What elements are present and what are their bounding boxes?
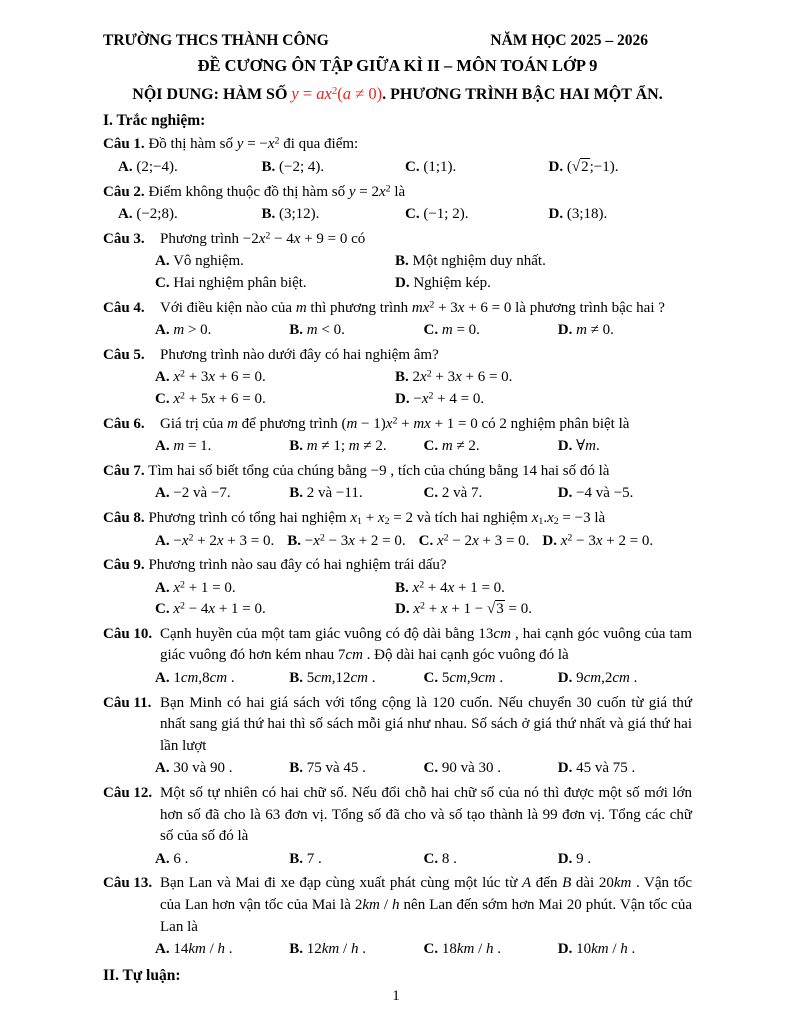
question-stem: Câu 11. Bạn Minh có hai giá sách với tổng cộng là 120 cuốn. Nếu chuyển 30 cuốn từ giá thứ nhất sang giá thứ hai thì số sách mỗi giá như nhau. Số sách ở giá thứ nhất và giá thứ hai lần lượt: [103, 694, 692, 754]
option-value: 9 .: [576, 850, 592, 867]
option-B: [289, 668, 423, 690]
option-B: [289, 939, 423, 961]
options-row: [103, 939, 692, 961]
question-stem: Câu 9. Phương trình nào sau đây có hai nghiệm trái dấu?: [103, 557, 447, 574]
option-letter: D.: [542, 532, 557, 549]
option-letter: B.: [289, 850, 304, 867]
options-row: [103, 320, 692, 342]
option-value: 8 .: [441, 850, 457, 867]
option-value: $x^2 + 4x + 1 = 0$.: [412, 579, 505, 596]
option-value: (−1; 2).: [423, 206, 469, 223]
option-value: 2 và −11.: [306, 485, 363, 502]
question-5: [103, 345, 692, 411]
option-C: [424, 758, 558, 780]
question-stem: Câu 3. Phương trình $-2x^2 - 4x + 9 = 0$ có: [103, 229, 692, 251]
option-C: [405, 204, 549, 226]
option-C: [424, 939, 558, 961]
question-3: [103, 229, 692, 295]
option-value: 2 và 7.: [441, 485, 483, 502]
option-C: [424, 436, 558, 458]
options-row: [103, 367, 692, 410]
option-letter: A.: [155, 253, 170, 270]
option-A: [155, 939, 289, 961]
option-letter: C.: [423, 485, 439, 502]
options-row: [103, 531, 692, 553]
option-C: [424, 849, 558, 871]
question-number-label: Câu 9.: [103, 557, 145, 574]
option-letter: D.: [548, 159, 564, 175]
option-letter: A.: [155, 369, 170, 386]
option-value: m < 0.: [306, 322, 345, 339]
option-value: Một nghiệm duy nhất.: [412, 253, 546, 270]
option-letter: D.: [557, 322, 573, 339]
question-number-label: Câu 10.: [103, 625, 153, 642]
section-heading-essay: II. Tự luận:: [103, 966, 181, 984]
option-letter: B.: [289, 760, 304, 777]
option-letter: C.: [405, 206, 420, 223]
option-C: [155, 273, 395, 295]
question-stem: Câu 7. Tìm hai số biết tổng của chúng bằng −9 , tích của chúng bằng 14 hai số đó là: [103, 462, 610, 479]
option-D: [558, 320, 692, 342]
option-letter: D.: [557, 670, 573, 687]
option-letter: B.: [289, 941, 304, 958]
option-letter: B.: [287, 532, 301, 549]
questions-list: [103, 134, 692, 960]
question-6: [103, 414, 692, 458]
option-value: Hai nghiệm phân biệt.: [173, 274, 307, 291]
option-letter: B.: [395, 369, 409, 386]
option-value: 12km / h .: [306, 941, 366, 958]
document-subtitle: [103, 82, 692, 106]
option-letter: C.: [423, 760, 439, 777]
option-value: m ≠ 0.: [576, 322, 614, 339]
question-4: [103, 298, 692, 342]
question-13: [103, 873, 692, 960]
option-letter: D.: [395, 601, 410, 618]
option-A: [155, 533, 274, 549]
question-stem: Câu 1. Đồ thị hàm số $y = -x^2$ đi qua điểm:: [103, 135, 359, 153]
option-C: [155, 599, 395, 621]
option-D: [558, 849, 692, 871]
option-value: 9cm,2cm .: [576, 670, 638, 687]
option-letter: C.: [405, 159, 420, 175]
option-value: 45 và 75 .: [576, 760, 636, 777]
question-number-label: Câu 3.: [103, 230, 145, 247]
option-letter: A.: [155, 941, 170, 958]
sqrt-radical: √3: [487, 601, 504, 618]
option-value: 7 .: [306, 850, 322, 867]
question-11: [103, 693, 692, 780]
option-value: (3;12).: [279, 206, 320, 223]
option-value: $x^2 + 3x + 6 = 0$.: [173, 368, 266, 386]
sqrt-radical: √2: [571, 159, 589, 175]
question-stem: Câu 5. Phương trình nào dưới đây có hai nghiệm âm?: [103, 345, 692, 367]
question-stem: Câu 2. Điểm không thuộc đồ thị hàm số $y = 2x^2$ là: [103, 183, 406, 200]
option-B: [287, 533, 405, 549]
question-number-label: Câu 6.: [103, 415, 145, 432]
header-row: [103, 30, 692, 52]
option-letter: D.: [557, 438, 573, 455]
option-letter: C.: [423, 438, 439, 455]
option-C: [405, 157, 549, 179]
options-row: [103, 436, 692, 458]
question-stem: Câu 8. Phương trình có tổng hai nghiệm $x_1 + x_2 = 2$ và tích hai nghiệm $x_1.x_2 = -3$ là: [103, 509, 606, 527]
option-letter: D.: [557, 760, 573, 777]
option-value: m = 0.: [441, 322, 480, 339]
option-D: [549, 157, 693, 179]
question-9: [103, 555, 692, 621]
option-B: [395, 251, 692, 273]
document-title: ĐỀ CƯƠNG ÔN TẬP GIỮA KÌ II – MÔN TOÁN LỚP 9: [197, 56, 598, 76]
option-letter: C.: [155, 390, 170, 407]
option-value: 30 và 90 .: [173, 760, 233, 777]
option-C: [424, 483, 558, 505]
option-value: $x^2 + 1 = 0$.: [173, 579, 236, 596]
option-A: [155, 668, 289, 690]
option-letter: B.: [395, 253, 409, 270]
option-D: [395, 273, 692, 295]
option-value: 1cm,8cm .: [173, 670, 235, 687]
question-number-label: Câu 1.: [103, 136, 145, 153]
option-letter: A.: [155, 579, 170, 596]
option-value: $x^2 - 4x + 1 = 0$.: [173, 600, 266, 618]
option-A: [155, 251, 395, 273]
option-value: 6 .: [173, 850, 189, 867]
option-B: [395, 367, 692, 389]
option-value: m = 1.: [173, 438, 212, 455]
option-C: [424, 668, 558, 690]
question-12: [103, 783, 692, 870]
option-value: (√2;−1).: [566, 159, 619, 175]
question-stem: Câu 12. Một số tự nhiên có hai chữ số. Nếu đổi chỗ hai chữ số của nó thì được một số mới lớn hơn số đã cho là 63 đơn vị. Tổng số đã cho và số tạo thành là 99 đơn vị. Tổng các chữ số của số đó là: [103, 785, 692, 845]
option-A: [155, 320, 289, 342]
question-number-label: Câu 13.: [103, 875, 153, 892]
option-A: [155, 578, 395, 600]
option-D: [558, 758, 692, 780]
option-value: m > 0.: [173, 322, 212, 339]
option-letter: D.: [557, 941, 573, 958]
option-letter: B.: [289, 485, 304, 502]
question-stem: Câu 10. Cạnh huyền của một tam giác vuông có độ dài bằng 13cm , hai cạnh góc vuông của tam giác vuông đó hơn kém nhau 7cm . Độ dài hai cạnh góc vuông đó là: [103, 625, 692, 664]
option-letter: A.: [155, 438, 170, 455]
option-value: $x^2 + 5x + 6 = 0$.: [173, 390, 266, 407]
option-B: [262, 204, 406, 226]
option-A: [155, 367, 395, 389]
option-C: [424, 320, 558, 342]
option-value: Vô nghiệm.: [173, 253, 244, 270]
option-value: m ≠ 1; m ≠ 2.: [306, 438, 387, 455]
question-number-label: Câu 5.: [103, 346, 145, 363]
option-letter: A.: [155, 670, 170, 687]
option-letter: B.: [261, 206, 276, 223]
option-value: $-x^2 + 2x + 3 = 0$.: [173, 532, 275, 549]
option-B: [289, 483, 423, 505]
option-A: [118, 157, 262, 179]
option-letter: C.: [155, 274, 170, 291]
option-D: [558, 436, 692, 458]
option-D: [549, 204, 693, 226]
option-B: [395, 578, 692, 600]
option-value: $x^2 - 3x + 2 = 0$.: [560, 532, 654, 549]
section-heading-multiple-choice: I. Trắc nghiệm:: [103, 112, 206, 130]
option-value: m ≠ 2.: [441, 438, 480, 455]
question-number-label: Câu 12.: [103, 785, 153, 802]
options-row: [103, 483, 692, 505]
option-value: $-x^2 + 4 = 0$.: [413, 390, 485, 407]
option-value: $2x^2 + 3x + 6 = 0$.: [412, 368, 513, 386]
question-8: [103, 508, 692, 552]
option-value: $x^2 - 2x + 3 = 0$.: [436, 532, 530, 549]
option-value: (−2; 4).: [279, 159, 325, 175]
question-number-label: Câu 7.: [103, 462, 145, 479]
option-B: [262, 157, 406, 179]
option-value: 5cm,9cm .: [441, 670, 504, 687]
question-number-label: Câu 4.: [103, 299, 145, 316]
options-row: [103, 204, 692, 226]
option-letter: C.: [418, 532, 434, 549]
option-D: [558, 668, 692, 690]
question-2: [103, 182, 692, 226]
option-value: 5cm,12cm .: [306, 670, 376, 687]
option-A: [155, 483, 289, 505]
options-row: [103, 758, 692, 780]
option-value: 18km / h .: [441, 941, 502, 958]
options-row: [103, 578, 692, 621]
subtitle-suffix: . PHƯƠNG TRÌNH BẬC HAI MỘT ẨN.: [382, 86, 663, 104]
options-row: [103, 157, 692, 179]
option-value: ∀m.: [576, 438, 600, 455]
question-stem: Câu 13. Bạn Lan và Mai đi xe đạp cùng xuất phát cùng một lúc từ A đến B dài 20km . Vận tốc của Lan hơn vận tốc của Mai là 2km / h nên Lan đến sớm hơn Mai 20 phút. Vận tốc của Lan là: [103, 875, 692, 935]
option-C: [419, 533, 530, 549]
options-row: [103, 251, 692, 294]
question-10: [103, 624, 692, 690]
option-B: [289, 849, 423, 871]
question-1: [103, 134, 692, 178]
option-letter: B.: [261, 159, 276, 175]
option-D: [395, 389, 692, 411]
option-value: (3;18).: [566, 206, 608, 223]
option-letter: A.: [155, 760, 170, 777]
option-B: [289, 436, 423, 458]
option-value: 10km / h .: [576, 941, 636, 958]
option-value: −4 và −5.: [576, 485, 634, 502]
option-value: (2;−4).: [136, 159, 178, 175]
option-B: [289, 758, 423, 780]
option-value: 75 và 45 .: [306, 760, 366, 777]
school-year: NĂM HỌC 2025 – 2026: [490, 32, 648, 49]
option-value: (−2;8).: [136, 206, 178, 223]
option-letter: D.: [557, 850, 573, 867]
option-value: $-x^2 - 3x + 2 = 0$.: [304, 532, 406, 549]
option-B: [289, 320, 423, 342]
option-C: [155, 389, 395, 411]
question-7: [103, 461, 692, 505]
option-D: [558, 483, 692, 505]
option-letter: C.: [423, 670, 439, 687]
option-D: [395, 599, 692, 621]
question-number-label: Câu 2.: [103, 183, 145, 200]
option-letter: B.: [289, 322, 304, 339]
option-A: [155, 849, 289, 871]
option-A: [155, 758, 289, 780]
subtitle-prefix: NỘI DUNG: HÀM SỐ: [132, 86, 292, 104]
subtitle-formula: $y = ax^2(a \ne 0)$: [291, 84, 383, 104]
option-letter: C.: [423, 941, 439, 958]
option-D: [542, 533, 653, 549]
option-letter: D.: [557, 485, 573, 502]
option-A: [118, 204, 262, 226]
option-letter: A.: [118, 159, 133, 175]
option-letter: B.: [289, 438, 304, 455]
option-value: −2 và −7.: [173, 485, 231, 502]
option-A: [155, 436, 289, 458]
question-number-label: Câu 11.: [103, 694, 152, 711]
option-letter: A.: [155, 532, 170, 549]
option-D: [558, 939, 692, 961]
question-stem: Câu 4. Với điều kiện nào của m thì phương trình $mx^2 + 3x + 6 = 0$ là phương trình bậc hai ?: [103, 298, 692, 320]
option-letter: C.: [423, 322, 439, 339]
school-name: TRƯỜNG THCS THÀNH CÔNG: [103, 32, 329, 49]
option-letter: D.: [395, 390, 410, 407]
option-letter: C.: [155, 601, 170, 618]
option-value: 90 và 30 .: [441, 760, 502, 777]
question-stem: Câu 6. Giá trị của m để phương trình $(m - 1)x^2$ + mx + 1 = 0 có 2 nghiệm phân biệt là: [103, 414, 692, 436]
option-letter: D.: [395, 274, 410, 291]
option-letter: C.: [423, 850, 439, 867]
option-letter: A.: [155, 485, 170, 502]
options-row: [103, 849, 692, 871]
option-value: (1;1).: [423, 159, 457, 175]
option-value: Nghiệm kép.: [413, 274, 491, 291]
option-value: $x^2 + x + 1 - √3 = 0$.: [413, 600, 532, 618]
option-letter: B.: [395, 579, 409, 596]
option-letter: A.: [155, 850, 170, 867]
options-row: [103, 668, 692, 690]
option-letter: A.: [118, 206, 133, 223]
option-letter: A.: [155, 322, 170, 339]
page-number: 1: [392, 988, 400, 1005]
option-letter: B.: [289, 670, 304, 687]
option-letter: D.: [548, 206, 564, 223]
option-value: 14km / h .: [173, 941, 233, 958]
question-number-label: Câu 8.: [103, 509, 145, 526]
